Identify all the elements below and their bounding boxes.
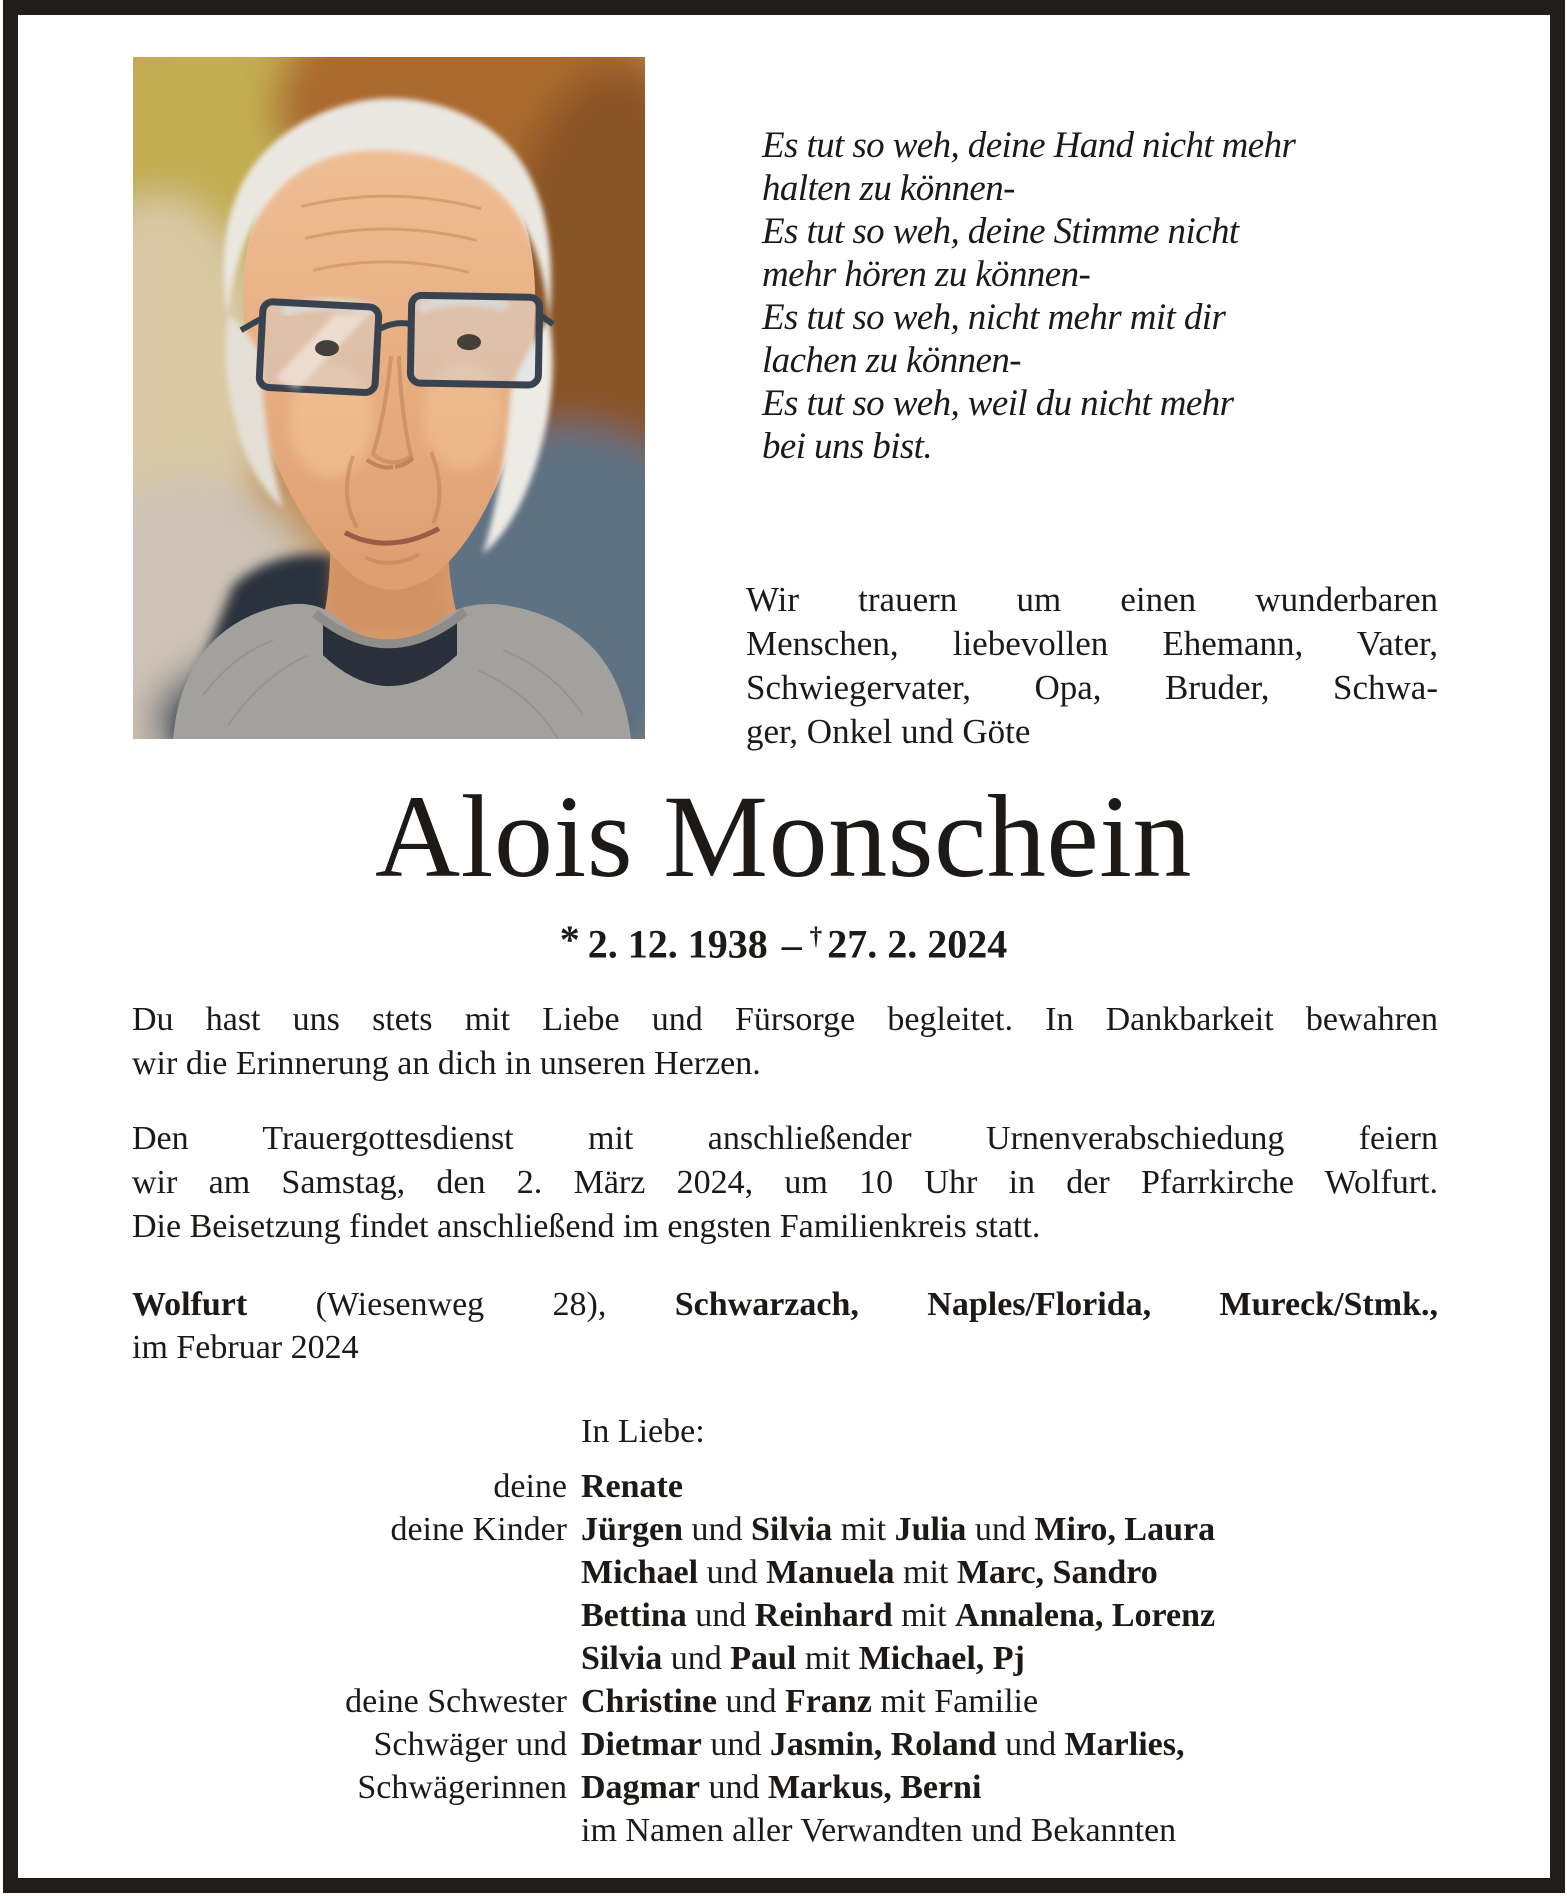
closing-row-relation-label: Schwägerinnen: [357, 1769, 567, 1806]
text-line: Die Beisetzung findet anschließend im engsten Familienkreis statt.: [132, 1208, 1041, 1245]
text-segment: und: [662, 1640, 731, 1677]
text-segment: mit: [894, 1554, 957, 1591]
text-segment: und: [966, 1511, 1035, 1548]
death-cross-icon: †: [809, 923, 823, 950]
family-name: Jürgen: [581, 1511, 683, 1548]
text-line: Menschen, liebevollen Ehemann, Vater,: [746, 624, 1438, 663]
text-line: halten zu können-: [762, 168, 1015, 209]
closing-row-names: [581, 1637, 1025, 1680]
closing-row: [132, 1508, 1482, 1551]
family-name: Miro, Laura: [1034, 1511, 1216, 1548]
text-line: Du hast uns stets mit Liebe und Fürsorge begleitet. In Dankbarkeit bewahren: [132, 1001, 1438, 1038]
closing-row-names: [581, 1508, 1215, 1551]
text-segment: im Namen aller Verwandten und Bekannten: [581, 1812, 1177, 1849]
text-segment: mit: [796, 1640, 859, 1677]
deceased-name: Alois Monschein: [374, 771, 1193, 902]
closing-family-list: [132, 1465, 1482, 1852]
family-name: Paul: [730, 1640, 797, 1677]
closing-row: [132, 1465, 1482, 1508]
family-name: Bettina: [581, 1597, 687, 1634]
family-name: Renate: [581, 1468, 683, 1505]
family-name: Jasmin, Roland: [769, 1726, 997, 1763]
family-name: Silvia: [751, 1511, 833, 1548]
text-line: mehr hören zu können-: [762, 254, 1091, 295]
text-line: wir am Samstag, den 2. März 2024, um 10 Uhr in der Pfarrkirche Wolfurt.: [132, 1164, 1438, 1201]
text-segment: (Wiesenweg 28),: [247, 1286, 675, 1323]
text-segment: und: [683, 1511, 751, 1548]
family-name: Dagmar: [581, 1769, 700, 1806]
text-line: lachen zu können-: [762, 340, 1021, 381]
family-name: Marc, Sandro: [956, 1554, 1158, 1591]
text-segment: und: [701, 1726, 770, 1763]
service-paragraph: [132, 1117, 1438, 1249]
closing-row-relation-label: [132, 1594, 567, 1637]
closing-row-relation-label: [132, 1637, 567, 1680]
family-name: Silvia: [581, 1640, 663, 1677]
closing-row-names: [581, 1465, 683, 1508]
closing-row-relation-label: deine Schwester: [345, 1683, 567, 1720]
closing-row-relation-label: [132, 1809, 567, 1852]
family-name: Michael, Pj: [858, 1640, 1025, 1677]
closing-row-names: [581, 1766, 981, 1809]
text-line: Es tut so weh, deine Hand nicht mehr: [762, 125, 1296, 166]
portrait-photo-illustration: [133, 57, 645, 739]
family-name: Dietmar: [581, 1726, 702, 1763]
closing-row: [132, 1680, 1482, 1723]
text-line: Schwiegervater, Opa, Bruder, Schwa-: [746, 668, 1438, 707]
life-dates: [0, 915, 1567, 967]
closing-row: [132, 1594, 1482, 1637]
closing-row-relation-label: deine Kinder: [390, 1511, 567, 1548]
text-segment: mit: [892, 1597, 956, 1634]
closing-row: [132, 1809, 1482, 1852]
closing-row-names: [581, 1723, 1184, 1766]
text-line: Es tut so weh, deine Stimme nicht: [762, 211, 1239, 252]
family-name: Manuela: [766, 1554, 895, 1591]
text-segment: mit Familie: [871, 1683, 1039, 1720]
text-line: Den Trauergottesdienst mit anschließender Urnenverabschiedung feiern: [132, 1120, 1438, 1157]
location-line: [132, 1283, 1438, 1326]
closing-row: [132, 1766, 1482, 1809]
text-line: Es tut so weh, weil du nicht mehr: [762, 383, 1234, 424]
birth-star-icon: *: [559, 916, 580, 962]
birth-date: 2. 12. 1938: [587, 921, 768, 967]
text-segment: mit: [832, 1511, 895, 1548]
gratitude-paragraph: [132, 998, 1438, 1086]
closing-row-relation-label: Schwäger und: [373, 1726, 567, 1763]
closing-row-names: [581, 1551, 1158, 1594]
bold-text-segment: Wolfurt: [132, 1286, 248, 1323]
location-block: [132, 1283, 1438, 1369]
text-line: bei uns bist.: [762, 426, 933, 467]
closing-row-relation-label: deine: [493, 1468, 567, 1505]
text-line: ger, Onkel und Göte: [746, 712, 1031, 751]
mourning-paragraph: [746, 578, 1438, 754]
text-line: Wir trauern um einen wunderbaren: [746, 580, 1438, 619]
text-segment: und: [698, 1554, 767, 1591]
family-name: Michael: [581, 1554, 699, 1591]
portrait-photo: [133, 57, 645, 739]
text-segment: und: [996, 1726, 1065, 1763]
closing-heading: In Liebe:: [581, 1413, 705, 1450]
family-name: Julia: [894, 1511, 967, 1548]
closing-row-names: [581, 1594, 1215, 1637]
closing-row: [132, 1723, 1482, 1766]
dates-separator: –: [781, 921, 802, 967]
text-segment: und: [699, 1769, 768, 1806]
family-name: Reinhard: [754, 1597, 893, 1634]
text-segment: und: [686, 1597, 755, 1634]
bold-text-segment: Schwarzach, Naples/Florida, Mureck/Stmk.,: [674, 1286, 1438, 1323]
family-name: Franz: [785, 1683, 872, 1720]
text-line: Es tut so weh, nicht mehr mit dir: [762, 297, 1226, 338]
closing-row-names: [581, 1809, 1176, 1852]
family-name: Christine: [581, 1683, 717, 1720]
closing-row-relation-label: [132, 1551, 567, 1594]
closing-row-names: [581, 1680, 1038, 1723]
location-date: im Februar 2024: [132, 1329, 359, 1366]
closing-row: [132, 1551, 1482, 1594]
family-name: Marlies,: [1064, 1726, 1185, 1763]
closing-row: [132, 1637, 1482, 1680]
text-segment: und: [717, 1683, 785, 1720]
poem: [762, 124, 1295, 468]
family-name: Annalena, Lorenz: [955, 1597, 1216, 1634]
death-date: 27. 2. 2024: [827, 921, 1008, 967]
text-line: wir die Erinnerung an dich in unseren Herzen.: [132, 1045, 761, 1082]
family-name: Markus, Berni: [767, 1769, 982, 1806]
